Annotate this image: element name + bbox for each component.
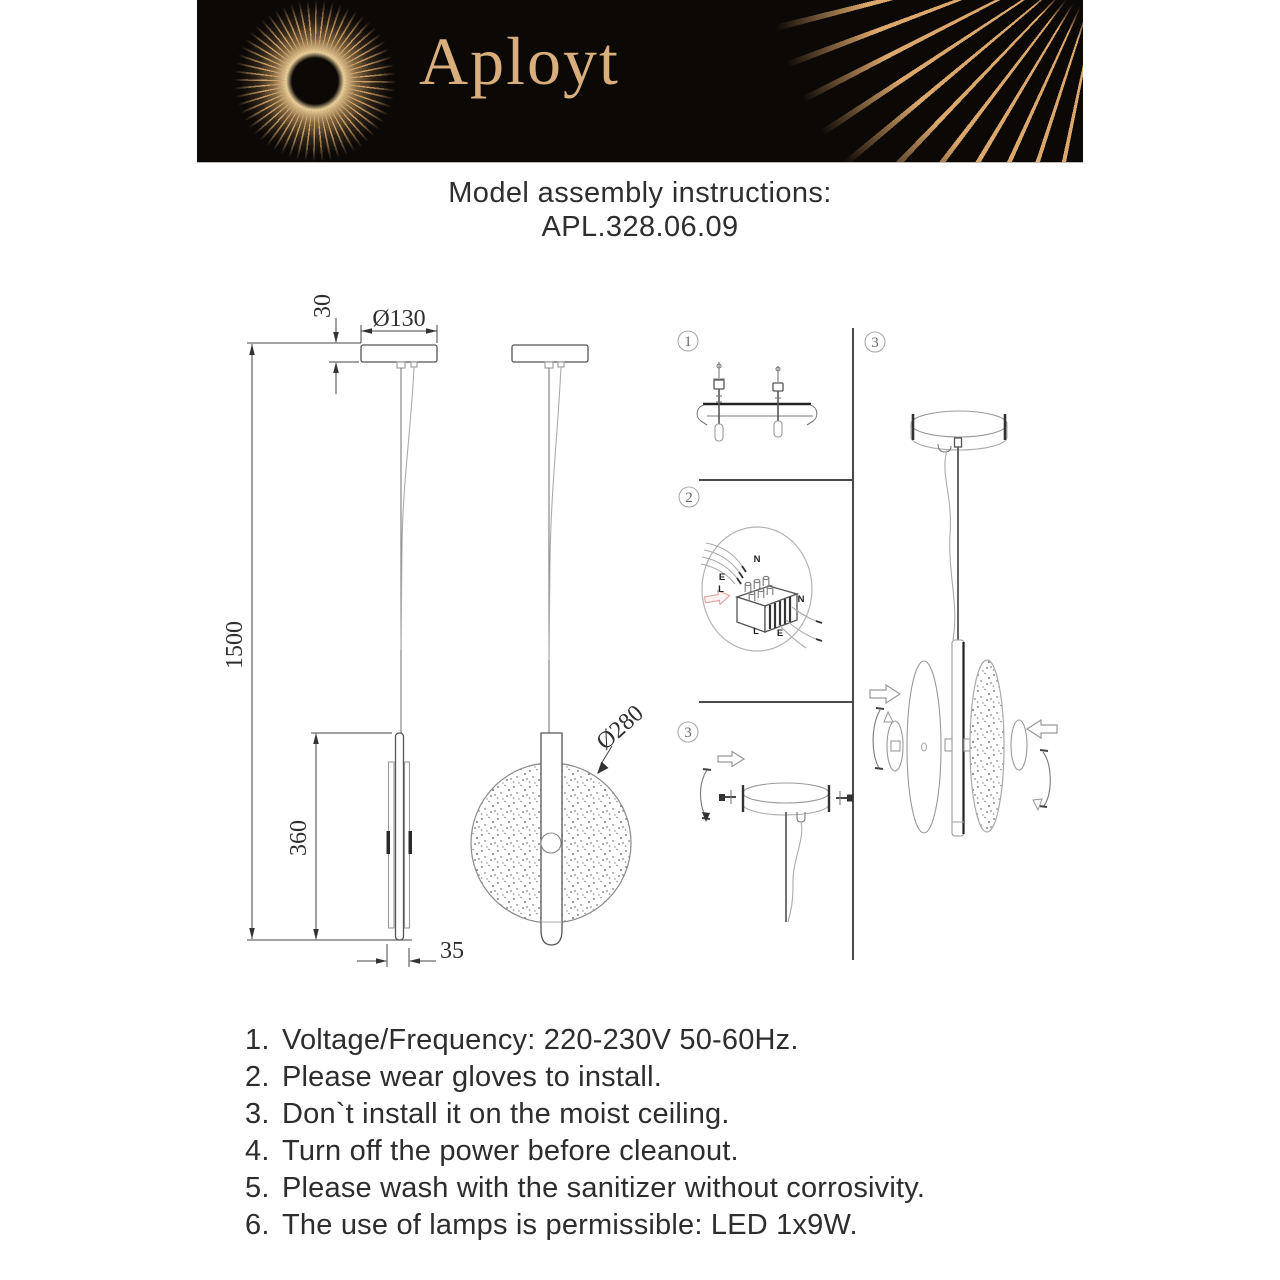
dim-360-label: 360 [286, 820, 312, 856]
item-text: The use of lamps is permissible: LED 1x9W. [282, 1209, 858, 1241]
step3-right-number: 3 [871, 335, 879, 351]
dimension-fixture-height [286, 733, 392, 940]
sunburst-rays [233, 0, 397, 163]
item-number: 4. [245, 1135, 270, 1167]
brand-name: Aployt [419, 23, 620, 99]
item-text: Please wash with the sanitizer without corrosivity. [282, 1172, 926, 1204]
dimension-fixture-thickness [357, 938, 464, 967]
exploded-view-panel [865, 332, 1057, 836]
instruction-item [245, 1170, 925, 1207]
item-number: 5. [245, 1172, 270, 1204]
wire-label-l-bottom: L [753, 626, 759, 637]
instruction-item [245, 1133, 925, 1170]
step1-panel [678, 331, 817, 441]
wire-label-n-top: N [753, 554, 761, 565]
wire-label-n-right: N [797, 594, 805, 605]
item-number: 1. [245, 1024, 270, 1056]
brand-banner [197, 0, 1083, 163]
step3-number: 3 [684, 725, 692, 741]
corner-rays-decoration [753, 0, 1083, 163]
instruction-item [245, 1096, 925, 1133]
step1-number: 1 [684, 334, 692, 350]
instruction-item [245, 1207, 925, 1244]
wire-label-e-bottom: E [776, 628, 784, 639]
step3-panel [678, 722, 853, 922]
dimension-canopy-height [310, 294, 359, 394]
side-view-drawing [361, 345, 437, 940]
sunburst-logo-icon [233, 0, 397, 163]
step2-panel [679, 487, 822, 651]
dim-1500-label: 1500 [222, 621, 248, 669]
assembly-diagram [0, 280, 1280, 980]
dimension-canopy-diameter [361, 306, 437, 343]
model-code: APL.328.06.09 [541, 211, 739, 243]
wire-label-e-left: E [718, 572, 726, 583]
item-text: Don`t install it on the moist ceiling. [282, 1098, 730, 1130]
dim-35-label: 35 [440, 938, 464, 964]
dim-30-label: 30 [310, 294, 336, 318]
page-title: Model assembly instructions: [448, 177, 832, 209]
dim-130-label: Ø130 [372, 306, 426, 332]
instruction-item [245, 1059, 925, 1096]
front-view-drawing [471, 345, 649, 945]
instruction-item [245, 1022, 925, 1059]
wire-label-l-left: L [718, 584, 724, 595]
dim-280-label: Ø280 [591, 700, 649, 756]
item-number: 6. [245, 1209, 270, 1241]
step2-number: 2 [685, 490, 693, 506]
item-number: 2. [245, 1061, 270, 1093]
item-text: Turn off the power before cleanout. [282, 1135, 739, 1167]
item-text: Voltage/Frequency: 220-230V 50-60Hz. [282, 1024, 799, 1056]
item-number: 3. [245, 1098, 270, 1130]
dimension-overall-drop [222, 343, 412, 940]
instruction-list [245, 1022, 925, 1244]
item-text: Please wear gloves to install. [282, 1061, 662, 1093]
